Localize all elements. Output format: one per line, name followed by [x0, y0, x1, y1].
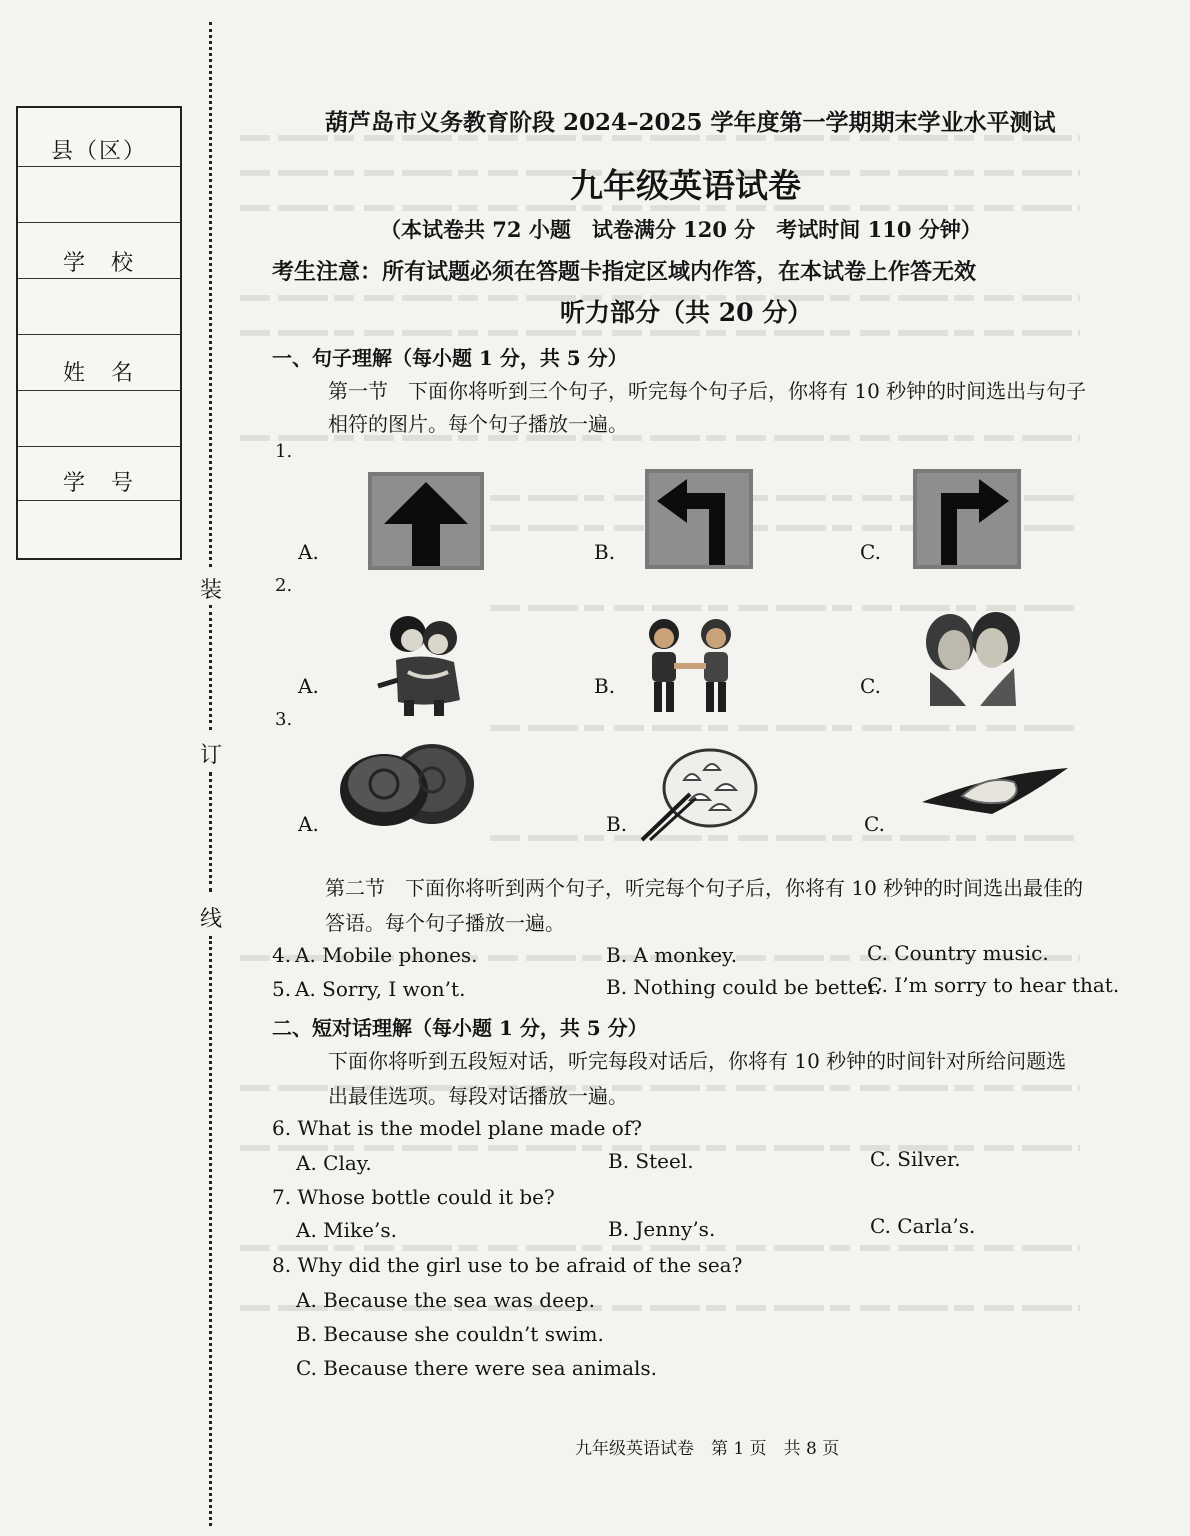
zongzi-icon [922, 764, 1070, 818]
info-divider [18, 278, 180, 279]
info-divider [18, 166, 180, 167]
q5-number: 5. [272, 977, 292, 1001]
q4-option-b: B. A monkey. [606, 943, 738, 967]
part1-heading: 一、句子理解（每小题 1 分，共 5 分） [272, 346, 628, 370]
field-student-number: 学 号 [62, 471, 135, 496]
q6-option-a: A. Clay. [296, 1151, 372, 1175]
q1-option-b-label: B. [594, 540, 616, 564]
q8-option-c: C. Because there were sea animals. [296, 1356, 658, 1380]
info-divider [18, 446, 180, 447]
arrow-up-icon [368, 472, 484, 570]
question-number-3: 3. [275, 709, 293, 730]
binding-dotted-line-top [209, 22, 218, 567]
part1-section2-line1: 第二节 下面你将听到两个句子，听完每个句子后，你将有 10 秒钟的时间选出最佳的 [325, 876, 1084, 900]
q3-option-c-label: C. [864, 812, 885, 836]
hugging-kids-icon [368, 612, 484, 720]
cheek-kiss-icon [916, 606, 1028, 710]
q7-option-b: B. Jenny’s. [608, 1217, 716, 1241]
binding-word-zhuang: 装 [200, 578, 223, 603]
turn-right-icon [913, 469, 1021, 569]
q7-option-c: C. Carla’s. [870, 1214, 976, 1238]
student-info-box [16, 106, 182, 560]
q4-number: 4. [272, 943, 292, 967]
binding-dotted-line-mid2 [209, 772, 218, 892]
dumplings-icon [640, 746, 758, 842]
candidate-notice: 考生注意：所有试题必须在答题卡指定区域内作答，在本试卷上作答无效 [272, 259, 977, 285]
part1-intro-line1: 第一节 下面你将听到三个句子，听完每个句子后，你将有 10 秒钟的时间选出与句子 [328, 379, 1087, 403]
part2-intro-line1: 下面你将听到五段短对话，听完每段对话后，你将有 10 秒钟的时间针对所给问题选 [328, 1049, 1067, 1073]
q5-option-c: C. I’m sorry to hear that. [867, 973, 1120, 997]
part1-intro-line2: 相符的图片。每个句子播放一遍。 [328, 412, 628, 436]
binding-dotted-line-bottom [209, 936, 218, 1526]
q6-option-c: C. Silver. [870, 1147, 961, 1171]
q5-option-b: B. Nothing could be better. [606, 975, 882, 999]
page-footer: 九年级英语试卷 第 1 页 共 8 页 [575, 1439, 840, 1459]
q8-stem: 8. Why did the girl use to be afraid of the sea? [272, 1253, 743, 1277]
q1-option-c-label: C. [860, 540, 881, 564]
exam-title-line1: 葫芦岛市义务教育阶段 2024–2025 学年度第一学期期末学业水平测试 [325, 109, 1056, 136]
handshake-kids-icon [636, 612, 746, 716]
q2-option-c-label: C. [860, 674, 881, 698]
info-divider [18, 500, 180, 501]
turn-left-icon [645, 469, 753, 569]
q4-option-a: A. Mobile phones. [295, 943, 478, 967]
field-county: 县（区） [50, 139, 147, 164]
q6-stem: 6. What is the model plane made of? [272, 1116, 642, 1140]
info-divider [18, 334, 180, 335]
q1-option-a-label: A. [298, 540, 319, 564]
field-name: 姓 名 [62, 361, 135, 386]
mooncake-icon [338, 738, 478, 830]
exam-title-line2: 九年级英语试卷 [570, 166, 801, 205]
q7-option-a: A. Mike’s. [296, 1218, 397, 1242]
binding-word-xian: 线 [200, 907, 223, 932]
exam-info-line: （本试卷共 72 小题 试卷满分 120 分 考试时间 110 分钟） [380, 217, 982, 242]
section-title-listening: 听力部分（共 20 分） [560, 298, 813, 327]
q5-option-a: A. Sorry, I won’t. [295, 977, 466, 1001]
question-number-2: 2. [275, 575, 293, 596]
q3-option-b-label: B. [606, 812, 628, 836]
question-number-1: 1. [275, 441, 293, 462]
field-school: 学 校 [62, 251, 135, 276]
part2-intro-line2: 出最佳选项。每段对话播放一遍。 [328, 1084, 628, 1108]
q3-option-a-label: A. [298, 812, 319, 836]
q7-stem: 7. Whose bottle could it be? [272, 1185, 555, 1209]
part2-heading: 二、短对话理解（每小题 1 分，共 5 分） [272, 1016, 648, 1040]
part1-section2-line2: 答语。每个句子播放一遍。 [325, 911, 565, 935]
q2-option-b-label: B. [594, 674, 616, 698]
q8-option-b: B. Because she couldn’t swim. [296, 1322, 604, 1346]
q6-option-b: B. Steel. [608, 1149, 694, 1173]
info-divider [18, 222, 180, 223]
q8-option-a: A. Because the sea was deep. [296, 1288, 595, 1312]
q2-option-a-label: A. [298, 674, 319, 698]
q4-option-c: C. Country music. [867, 941, 1049, 965]
info-divider [18, 390, 180, 391]
binding-word-ding: 订 [200, 743, 223, 768]
binding-dotted-line-mid1 [209, 605, 218, 730]
